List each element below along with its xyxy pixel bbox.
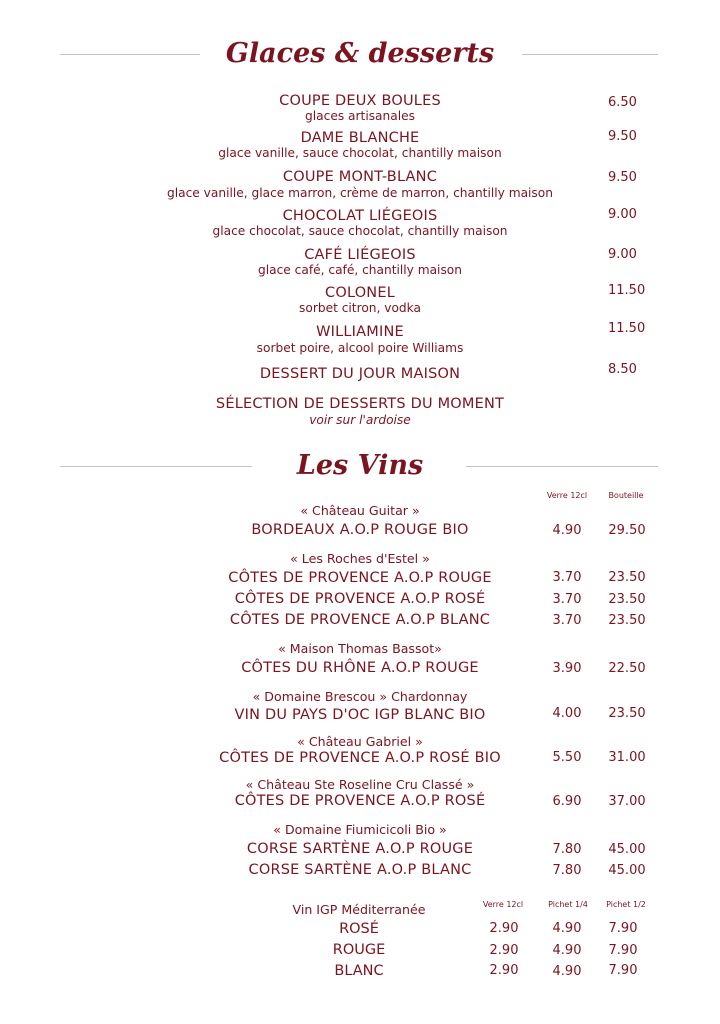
dessert-name: CHOCOLAT LIÉGEOIS <box>282 208 438 224</box>
desserts-title: Glaces & desserts <box>225 38 495 69</box>
dessert-name: CAFÉ LIÉGEOIS <box>304 247 416 263</box>
wine-glass-price: 3.90 <box>552 661 582 676</box>
divider <box>466 466 658 467</box>
wine-name: BORDEAUX A.O.P ROUGE BIO <box>251 522 469 538</box>
dessert-description: glace café, café, chantilly maison <box>258 263 462 277</box>
igp-half-price: 7.90 <box>608 963 638 978</box>
column-header-glass: Verre 12cl <box>546 491 588 500</box>
wine-bottle-price: 45.00 <box>608 842 646 857</box>
dessert-description: glace chocolat, sauce chocolat, chantilly maison <box>212 224 508 238</box>
wine-bottle-price: 29.50 <box>608 523 646 538</box>
divider <box>60 54 200 55</box>
wine-producer: « Les Roches d'Estel » <box>290 551 430 566</box>
wine-name: CÔTES DE PROVENCE A.O.P ROUGE <box>228 570 492 586</box>
wine-name: CORSE SARTÈNE A.O.P BLANC <box>248 862 472 878</box>
wine-bottle-price: 23.50 <box>608 613 646 628</box>
wine-name: CÔTES DE PROVENCE A.O.P ROSÉ BIO <box>219 750 501 766</box>
igp-quarter-price: 4.90 <box>552 921 582 936</box>
dessert-price: 9.00 <box>608 207 637 222</box>
wine-glass-price: 7.80 <box>552 863 582 878</box>
wine-bottle-price: 31.00 <box>608 750 646 765</box>
wine-producer: « Domaine Brescou » Chardonnay <box>252 689 468 704</box>
column-header-half: Pichet 1/2 <box>606 900 646 909</box>
wine-name: CÔTES DE PROVENCE A.O.P BLANC <box>229 612 491 628</box>
column-header-bottle: Bouteille <box>608 491 644 500</box>
wine-glass-price: 4.90 <box>552 523 582 538</box>
wine-glass-price: 3.70 <box>552 570 582 585</box>
wine-bottle-price: 22.50 <box>608 661 646 676</box>
wine-glass-price: 6.90 <box>552 794 582 809</box>
dessert-price: 9.50 <box>608 170 637 185</box>
dessert-description: voir sur l'ardoise <box>309 413 411 427</box>
wine-producer: « Château Gabriel » <box>297 734 423 749</box>
dessert-name: SÉLECTION DE DESSERTS DU MOMENT <box>215 396 505 412</box>
wine-bottle-price: 23.50 <box>608 592 646 607</box>
dessert-price: 11.50 <box>608 283 646 298</box>
wine-name: CÔTES DU RHÔNE A.O.P ROUGE <box>241 660 479 676</box>
igp-title: Vin IGP Méditerranée <box>292 902 426 917</box>
wine-bottle-price: 23.50 <box>608 706 646 721</box>
igp-wine-name: ROUGE <box>332 942 386 958</box>
igp-half-price: 7.90 <box>608 943 638 958</box>
igp-wine-name: ROSÉ <box>339 921 379 937</box>
wine-producer: « Maison Thomas Bassot» <box>278 641 442 656</box>
dessert-price: 9.50 <box>608 129 637 144</box>
dessert-description: glaces artisanales <box>305 109 415 123</box>
igp-half-price: 7.90 <box>608 921 638 936</box>
dessert-name: WILLIAMINE <box>316 324 404 340</box>
wine-glass-price: 4.00 <box>552 706 582 721</box>
dessert-price: 9.00 <box>608 247 637 262</box>
dessert-price: 6.50 <box>608 95 637 110</box>
wine-producer: « Domaine Fiumicicoli Bio » <box>273 822 447 837</box>
wine-bottle-price: 23.50 <box>608 570 646 585</box>
wine-name: CORSE SARTÈNE A.O.P ROUGE <box>246 841 474 857</box>
igp-glass-price: 2.90 <box>489 943 519 958</box>
wines-title: Les Vins <box>296 450 424 481</box>
dessert-description: sorbet poire, alcool poire Williams <box>256 341 464 355</box>
dessert-description: sorbet citron, vodka <box>299 301 421 315</box>
dessert-description: glace vanille, glace marron, crème de marron, chantilly maison <box>167 186 553 200</box>
wine-bottle-price: 45.00 <box>608 863 646 878</box>
wine-name: VIN DU PAYS D'OC IGP BLANC BIO <box>234 707 486 723</box>
column-header-quarter: Pichet 1/4 <box>548 900 588 909</box>
wine-name: CÔTES DE PROVENCE A.O.P ROSÉ <box>234 591 486 607</box>
wine-producer: « Château Guitar » <box>300 503 420 518</box>
igp-quarter-price: 4.90 <box>552 943 582 958</box>
dessert-name: COUPE DEUX BOULES <box>279 93 441 109</box>
wine-glass-price: 7.80 <box>552 842 582 857</box>
dessert-name: DESSERT DU JOUR MAISON <box>259 366 461 382</box>
column-header-glass: Verre 12cl <box>482 900 524 909</box>
igp-quarter-price: 4.90 <box>552 964 582 979</box>
wine-glass-price: 3.70 <box>552 592 582 607</box>
wine-producer: « Château Ste Roseline Cru Classé » <box>245 777 475 792</box>
igp-glass-price: 2.90 <box>489 963 519 978</box>
igp-glass-price: 2.90 <box>489 921 519 936</box>
divider <box>60 466 252 467</box>
dessert-price: 11.50 <box>608 321 646 336</box>
dessert-price: 8.50 <box>608 362 637 377</box>
wine-glass-price: 5.50 <box>552 750 582 765</box>
dessert-description: glace vanille, sauce chocolat, chantilly maison <box>218 146 502 160</box>
dessert-name: COLONEL <box>325 285 395 301</box>
wine-bottle-price: 37.00 <box>608 794 646 809</box>
wine-glass-price: 3.70 <box>552 613 582 628</box>
dessert-name: DAME BLANCHE <box>300 130 420 146</box>
dessert-name: COUPE MONT-BLANC <box>282 169 438 185</box>
divider <box>522 54 658 55</box>
wine-name: CÔTES DE PROVENCE A.O.P ROSÉ <box>234 793 486 809</box>
igp-wine-name: BLANC <box>334 963 384 979</box>
